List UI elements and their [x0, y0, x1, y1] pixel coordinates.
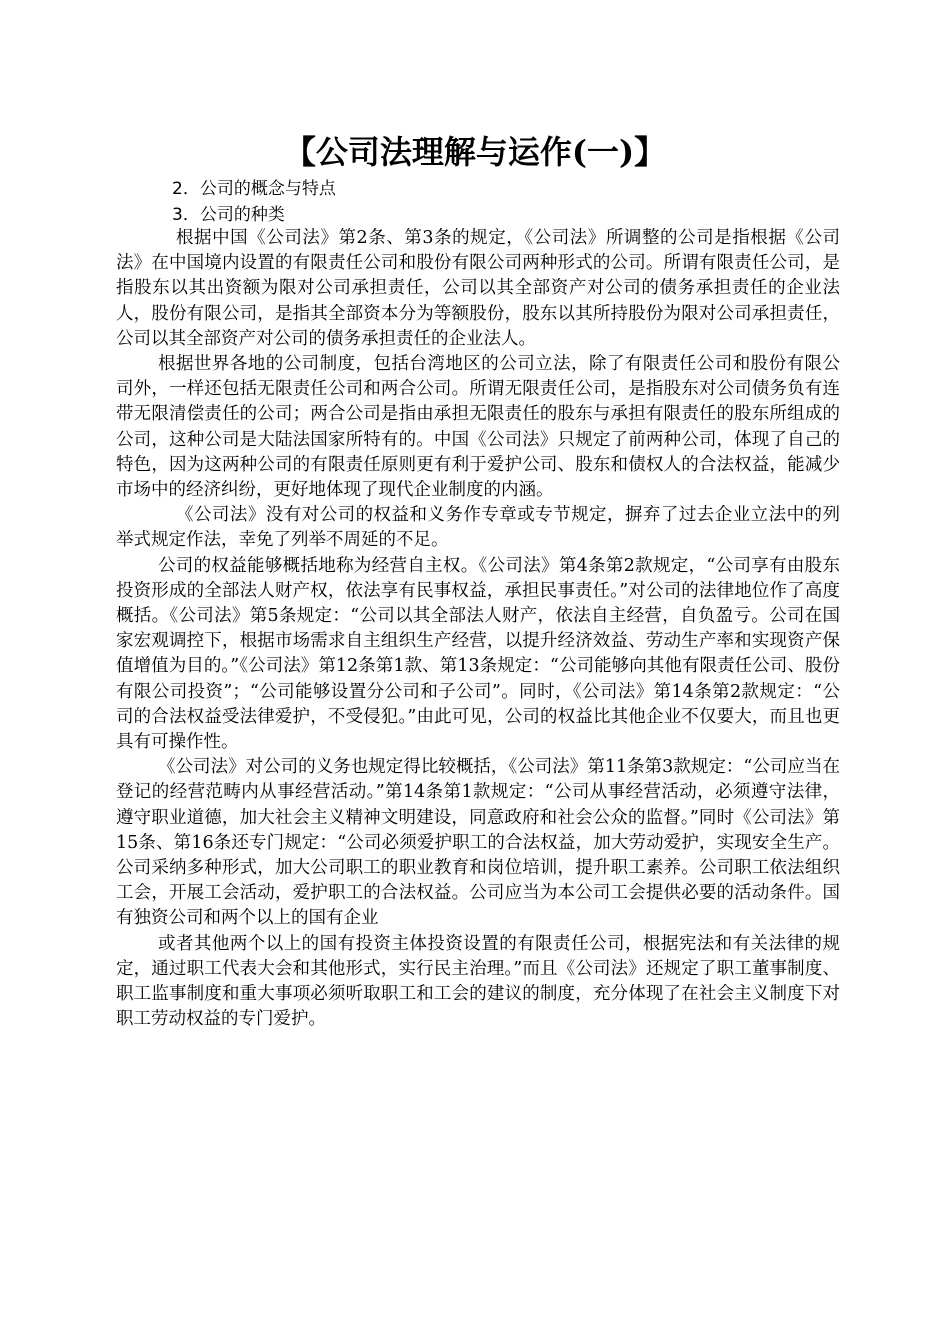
- body-paragraph: 或者其他两个以上的国有投资主体投资设置的有限责任公司，根据宪法和有关法律的规定，通过职工代表大会和其他形式，实行民主治理。”而且《公司法》还规定了职工董事制度、职工监事制度和重大事项必须听取职工和工会的建议的制度，充分体现了在社会主义制度下对职工劳动权益的专门爱护。: [116, 933, 840, 1030]
- body-paragraph: 根据中国《公司法》第2条、第3条的规定，《公司法》所调整的公司是指根据《公司法》在中国境内设置的有限责任公司和股份有限公司两种形式的公司。所谓有限责任公司，是指股东以其出资额为限对公司承担责任，公司以其全部资产对公司的债务承担责任的企业法人，股份有限公司，是指其全部资本分为等额股份，股东以其所持股份为限对公司承担责任，公司以其全部资产对公司的债务承担责任的企业法人。: [116, 228, 840, 349]
- body-paragraph: 根据世界各地的公司制度，包括台湾地区的公司立法，除了有限责任公司和股份有限公司外，一样还包括无限责任公司和两合公司。所谓无限责任公司，是指股东对公司债务负有连带无限清偿责任的公司；两合公司是指由承担无限责任的股东与承担有限责任的股东所组成的公司，这种公司是大陆法国家所特有的。中国《公司法》只规定了前两种公司，体现了自己的特色，因为这两种公司的有限责任原则更有利于爱护公司、股东和债权人的合法权益，能减少市场中的经济纠纷，更好地体现了现代企业制度的内涵。: [116, 354, 840, 501]
- body-paragraph: 《公司法》没有对公司的权益和义务作专章或专节规定，摒弃了过去企业立法中的列举式规定作法，幸免了列举不周延的不足。: [116, 505, 840, 551]
- body-paragraph: 公司的权益能够概括地称为经营自主权。《公司法》第4条第2款规定，“公司享有由股东投资形成的全部法人财产权，依法享有民事权益，承担民事责任。”对公司的法律地位作了高度概括。《公司法》第5条规定：“公司以其全部法人财产，依法自主经营，自负盈亏。公司在国家宏观调控下，根据市场需求自主组织生产经营，以提升经济效益、劳动生产率和实现资产保值增值为目的。”《公司法》第12条第1款、第13条规定：“公司能够向其他有限责任公司、股份有限公司投资”；“公司能够设置分公司和子公司”。同时，《公司法》第14条第2款规定：“公司的合法权益受法律爱护，不受侵犯。”由此可见，公司的权益比其他企业不仅要大，而且也更具有可操作性。: [116, 555, 840, 753]
- outline-item: 2．公司的概念与特点: [172, 179, 336, 199]
- document-title: 【公司法理解与运作(一)】: [283, 133, 667, 171]
- body-paragraph: 《公司法》对公司的义务也规定得比较概括，《公司法》第11条第3款规定：“公司应当在登记的经营范畴内从事经营活动。”第14条第1款规定：“公司从事经营活动，必须遵守法律，遵守职业道德，加大社会主义精神文明建设，同意政府和社会公众的监督。”同时《公司法》第15条、第16条还专门规定：“公司必须爱护职工的合法权益，加大劳动爱护，实现安全生产。公司采纳多种形式，加大公司职工的职业教育和岗位培训，提升职工素养。公司职工依法组织工会，开展工会活动，爱护职工的合法权益。公司应当为本公司工会提供必要的活动条件。国有独资公司和两个以上的国有企业: [116, 757, 840, 929]
- document-body: [116, 226, 840, 1033]
- outline-item: 3．公司的种类: [172, 205, 285, 225]
